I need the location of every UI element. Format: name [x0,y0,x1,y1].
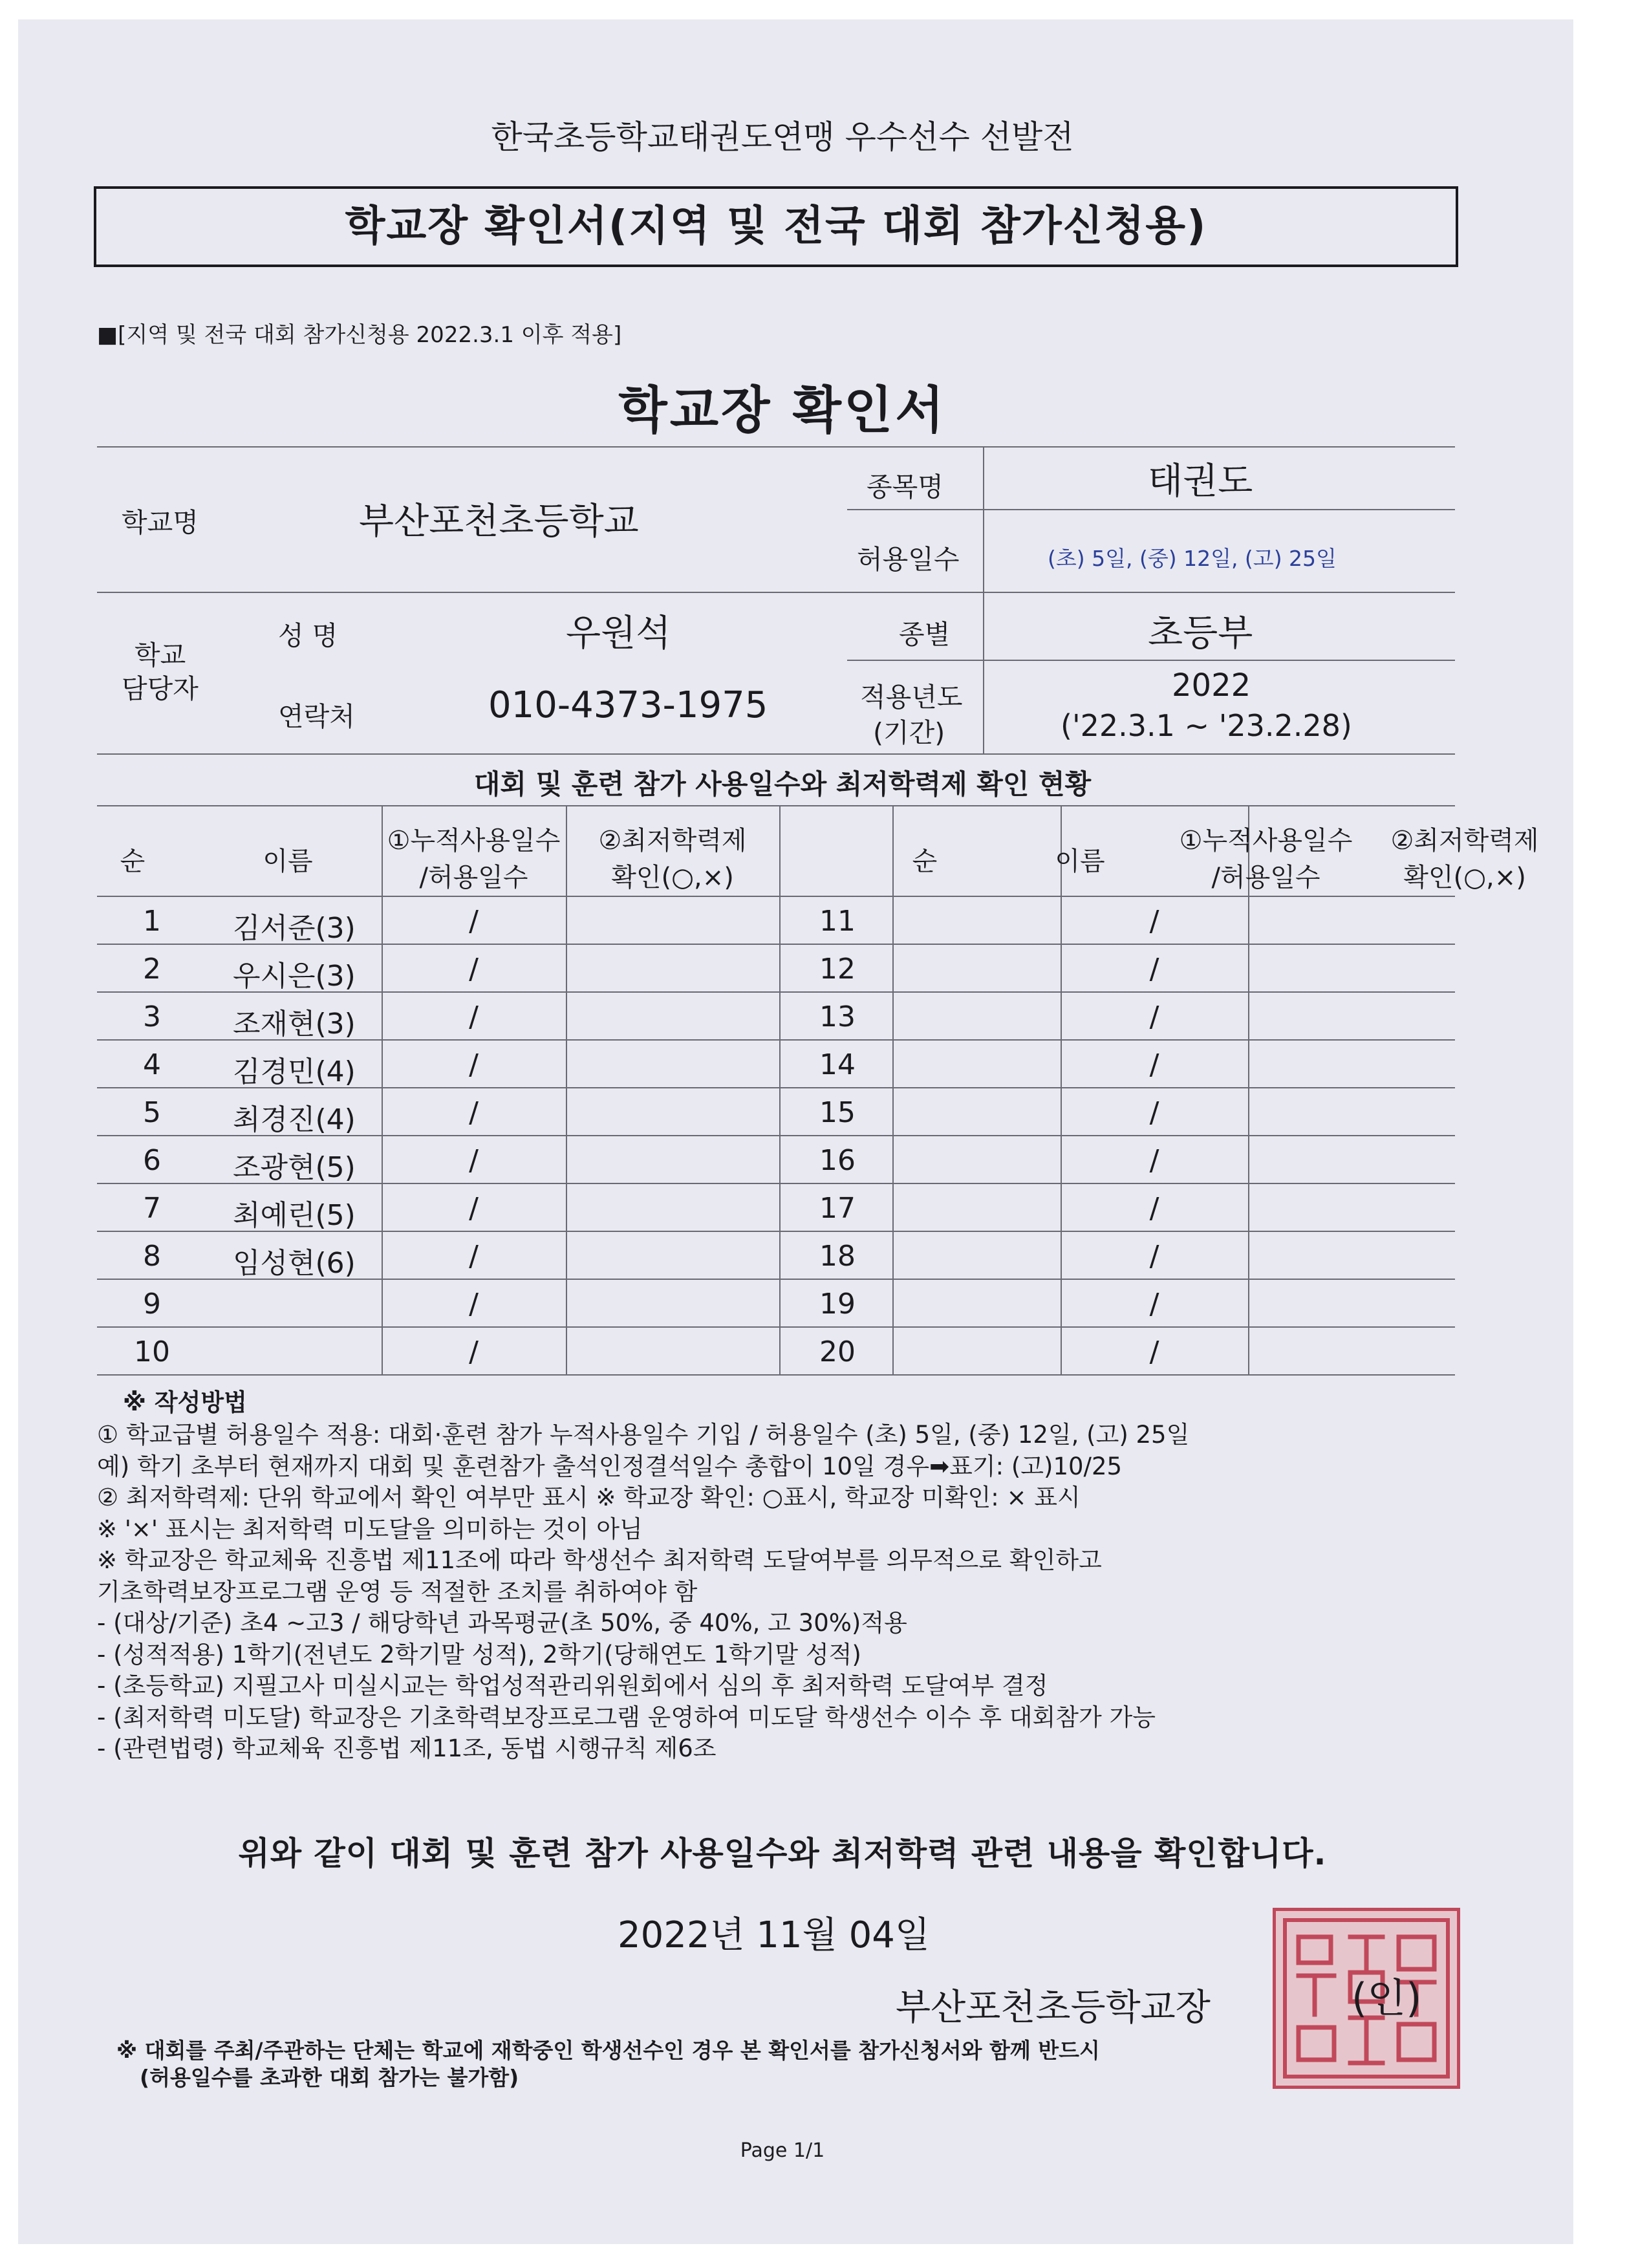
instruction-line: - (대상/기준) 초4 ~고3 / 해당학년 과목평균(초 50%, 중 40%, 고 30%)적용 [97,1609,907,1637]
row-number: 20 [819,1335,856,1368]
usage-days: / [1149,1192,1159,1225]
header-min: ②최저학력제 [1390,826,1539,856]
header-days: ①누적사용일수 [1179,826,1353,856]
instruction-line: 예) 학기 초부터 현재까지 대회 및 훈련참가 출석인정결석일수 총합이 10일 경우➡표기: (고)10/25 [97,1452,1123,1480]
table-line [97,1374,1455,1376]
instruction-line: - (최저학력 미도달) 학교장은 기초학력보장프로그램 운영하여 미도달 학생선수 이수 후 대회참가 가능 [97,1703,1156,1731]
row-number: 2 [143,953,161,986]
usage-days: / [469,1288,479,1321]
usage-days: / [1149,953,1159,986]
usage-days: / [469,1240,479,1273]
name-label: 성 명 [278,620,338,651]
row-number: 11 [819,905,856,938]
student-name: 조광현(5) [233,1151,356,1184]
info-bottom-line [97,753,1455,755]
header-min: 확인(○,×) [611,863,734,892]
row-number: 10 [134,1335,170,1368]
contact-name: 우원석 [566,612,671,654]
row-number: 8 [143,1240,161,1273]
usage-days: / [469,1144,479,1177]
instructions-heading: ※ 작성방법 [123,1388,247,1416]
row-number: 5 [143,1096,161,1129]
instruction-line: ※ '×' 표시는 최저학력 미도달을 의미하는 것이 아님 [97,1515,643,1543]
contact-label: 학교 [135,640,186,671]
applies-note: ■[지역 및 전국 대회 참가신청용 2022.3.1 이후 적용] [97,322,622,348]
header-no: 순 [120,847,146,876]
row-number: 1 [143,905,161,938]
row-number: 6 [143,1144,161,1177]
table-line [97,896,1455,897]
row-number: 13 [819,1000,856,1033]
usage-days: / [1149,1144,1159,1177]
division-label: 종별 [899,619,951,650]
student-name: 김서준(3) [233,912,356,945]
year-label: 적용년도 [860,682,963,713]
allowed-days-value: (초) 5일, (중) 12일, (고) 25일 [1048,546,1337,571]
instruction-line: ② 최저학력제: 단위 학교에서 확인 여부만 표시 ※ 학교장 확인: ○표시, 학교장 미확인: × 표시 [97,1484,1081,1511]
allowed-days-label: 허용일수 [857,544,960,575]
row-number: 15 [819,1096,856,1129]
header-min: 확인(○,×) [1403,863,1526,892]
student-name: 최경진(4) [233,1103,356,1136]
event-label: 종목명 [867,471,943,502]
row-number: 19 [819,1288,856,1321]
usage-table-title: 대회 및 훈련 참가 사용일수와 최저학력제 확인 현황 [473,768,1092,800]
row-number: 9 [143,1288,161,1321]
student-name: 김경민(4) [233,1055,356,1088]
row-number: 3 [143,1000,161,1033]
row-number: 17 [819,1192,856,1225]
instruction-line: ① 학교급별 허용일수 적용: 대회·훈련 참가 누적사용일수 기입 / 허용일수 (초) 5일, (중) 12일, (고) 25일 [97,1421,1190,1449]
student-name: 최예린(5) [233,1199,356,1232]
row-number: 18 [819,1240,856,1273]
student-name: 우시은(3) [233,960,356,993]
usage-days: / [469,1000,479,1033]
school-label: 학교명 [122,507,199,538]
event-value: 태권도 [1148,460,1253,502]
footnote-line: (허용일수를 초과한 대회 참가는 불가함) [140,2065,519,2090]
contact-phone: 010-4373-1975 [488,684,768,726]
main-title: 학교장 확인서 [618,382,947,440]
table-divider [779,805,781,1374]
table-divider [892,805,894,1374]
info-divider [983,446,984,753]
header-min: ②최저학력제 [598,826,747,856]
instruction-line: - (관련법령) 학교체육 진흥법 제11조, 동법 시행규칙 제6조 [97,1734,717,1762]
page-number: Page 1/1 [740,2139,825,2162]
principal-signature: 부산포천초등학교장 [896,1987,1211,2029]
usage-days: / [469,1192,479,1225]
info-top-line [97,446,1455,448]
table-line [97,805,1455,806]
header-name: 이름 [1055,847,1105,876]
instruction-line: ※ 학교장은 학교체육 진흥법 제11조에 따라 학생선수 최저학력 도달여부를 의무적으로 확인하고 [97,1546,1102,1574]
seal-mark: (인) [1352,1974,1422,2022]
usage-days: / [469,953,479,986]
school-name: 부산포천초등학교 [359,501,639,543]
usage-days: / [1149,1288,1159,1321]
organization-title: 한국초등학교태권도연맹 우수선수 선발전 [491,118,1074,156]
row-number: 7 [143,1192,161,1225]
usage-days: / [469,1096,479,1129]
row-number: 12 [819,953,856,986]
row-number: 4 [143,1048,161,1081]
confirmation-statement: 위와 같이 대회 및 훈련 참가 사용일수와 최저학력 관련 내용을 확인합니다. [238,1835,1327,1872]
usage-days: / [1149,1240,1159,1273]
division-value: 초등부 [1148,612,1253,654]
year-period: ('22.3.1 ~ '23.2.28) [1061,708,1352,743]
usage-days: / [469,1048,479,1081]
header-days: ①누적사용일수 [387,826,561,856]
usage-days: / [1149,905,1159,938]
header-days: /허용일수 [419,863,528,892]
header-name: 이름 [263,847,313,876]
instruction-line: - (성적적용) 1학기(전년도 2학기말 성적), 2학기(당해연도 1학기말 성적) [97,1640,861,1669]
student-name: 조재현(3) [233,1008,356,1041]
issue-date: 2022년 11월 04일 [618,1914,930,1956]
document-title-box [94,186,1458,267]
student-name: 임성현(6) [233,1247,356,1280]
usage-days: / [1149,1335,1159,1368]
footnote-line: ※ 대회를 주최/주관하는 단체는 학교에 재학중인 학생선수인 경우 본 확인서를 참가신청서와 함께 반드시 [116,2038,1100,2063]
header-days: /허용일수 [1211,863,1320,892]
header-no: 순 [912,847,938,876]
usage-days: / [469,905,479,938]
instruction-line: - (초등학교) 지필고사 미실시교는 학업성적관리위원회에서 심의 후 최저학력 도달여부 결정 [97,1672,1048,1700]
phone-label: 연락처 [278,701,355,732]
info-line [847,660,1455,661]
usage-days: / [1149,1096,1159,1129]
contact-label: 담당자 [122,673,199,704]
year-value: 2022 [1172,667,1251,704]
year-label-period: (기간) [873,717,945,748]
usage-days: / [1149,1048,1159,1081]
row-number: 16 [819,1144,856,1177]
info-line [97,592,1455,593]
usage-days: / [469,1335,479,1368]
row-number: 14 [819,1048,856,1081]
footnote [116,2037,1100,2091]
instruction-line: 기초학력보장프로그램 운영 등 적절한 조치를 취하여야 함 [97,1577,698,1606]
table-line [97,1326,1455,1328]
info-line [847,509,1455,510]
usage-days: / [1149,1000,1159,1033]
document-title: 학교장 확인서(지역 및 전국 대회 참가신청용) [345,202,1207,250]
